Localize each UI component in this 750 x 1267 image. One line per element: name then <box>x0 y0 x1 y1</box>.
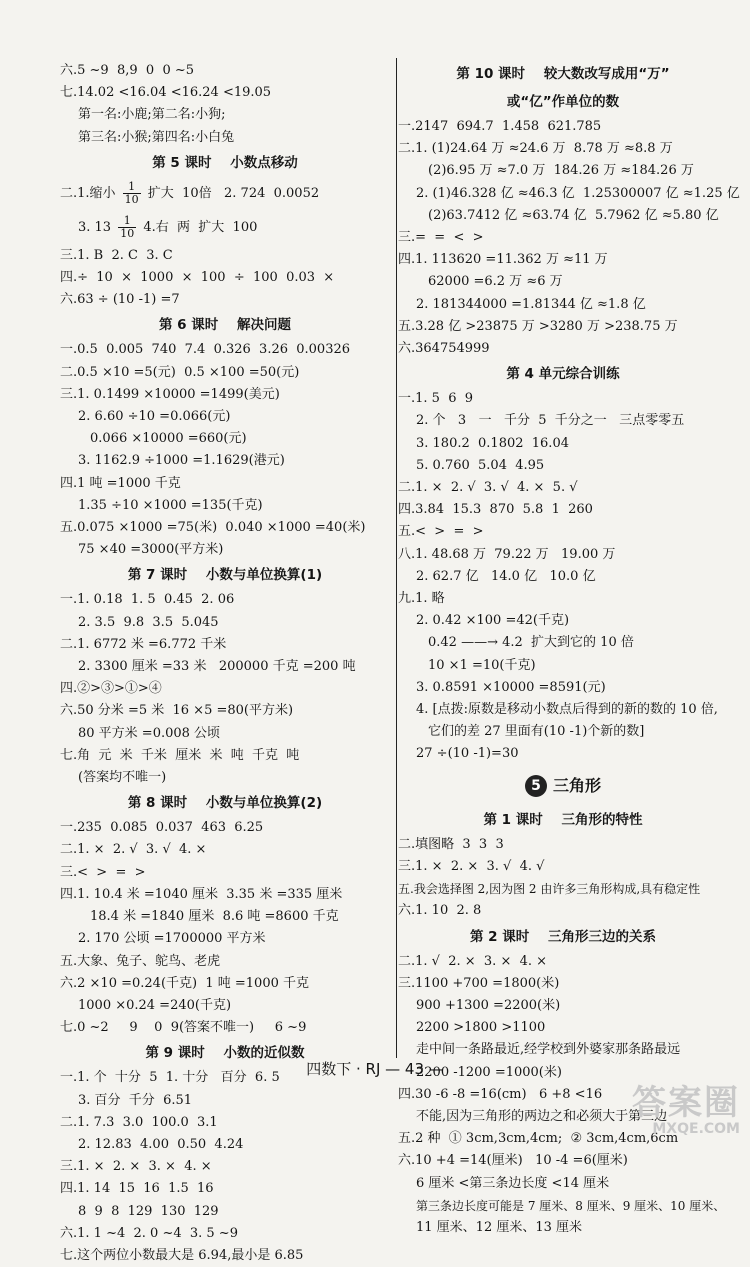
fraction <box>123 181 141 206</box>
answer-line: 一.2147 694.7 1.458 621.785 <box>398 119 602 134</box>
answer-text: 扩大 10倍 2. 724 0.0052 <box>143 185 320 201</box>
answer-line: 四.1. 113620 =11.362 万 ≈11 万 <box>398 252 608 268</box>
answer-line: 三.1. 0.1499 ×10000 =1499(美元) <box>60 386 280 402</box>
answer-line: 3. 百分 千分 6.51 <box>78 1092 193 1108</box>
answer-line: 27 ÷(10 -1)=30 <box>416 746 519 762</box>
answer-line: (2)63.7412 亿 ≈63.74 亿 5.7962 亿 ≈5.80 亿 <box>428 207 719 223</box>
answer-line: 一.1. 个 十分 5 1. 十分 百分 6. 5 <box>60 1070 280 1086</box>
answer-line: (答案均不唯一) <box>78 770 167 786</box>
watermark-text: 答案圈 <box>632 1083 740 1123</box>
answer-line: 1.35 ÷10 ×1000 =135(千克) <box>78 497 263 513</box>
answer-line: 五.我会选择图 2,因为图 2 由许多三角形构成,具有稳定性 <box>398 882 701 897</box>
answer-line: 七.角 元 米 千米 厘米 米 吨 千克 吨 <box>60 747 300 763</box>
answer-line: 62000 =6.2 万 ≈6 万 <box>428 274 563 290</box>
answer-line: 8 9 8 129 130 129 <box>78 1203 219 1219</box>
answer-line: 2. 12.83 4.00 0.50 4.24 <box>78 1136 244 1152</box>
lesson-heading: 第 5 课时 小数点移动 <box>152 154 298 171</box>
answer-line: 四.1 吨 =1000 千克 <box>60 475 181 491</box>
fraction-numerator: 1 <box>118 215 136 228</box>
answer-line: 六.2 ×10 =0.24(千克) 1 吨 =1000 千克 <box>60 975 309 991</box>
answer-line: 五.3.28 亿 >23875 万 >3280 万 >238.75 万 <box>398 318 678 334</box>
answer-line: 第一名:小鹿;第二名:小狗; <box>78 107 226 123</box>
answer-line: 二.1. (1)24.64 万 ≈24.6 万 8.78 万 ≈8.8 万 <box>398 141 673 157</box>
answer-line: 六.10 +4 =14(厘米) 10 -4 =6(厘米) <box>398 1153 628 1169</box>
lesson-heading: 第 9 课时 小数的近似数 <box>145 1045 305 1062</box>
answer-line: 六.1. 1 ~4 2. 0 ~4 3. 5 ~9 <box>60 1225 238 1241</box>
answer-line: 75 ×40 =3000(平方米) <box>78 542 224 558</box>
answer-line: 一.1. 0.18 1. 5 0.45 2. 06 <box>60 592 235 608</box>
answer-line: 不能,因为三角形的两边之和必须大于第三边 <box>416 1108 668 1124</box>
answer-line: 4. [点拨:原数是移动小数点后得到的新的数的 10 倍, <box>416 702 718 718</box>
answer-line: 三.1. × 2. × 3. √ 4. √ <box>398 858 545 874</box>
answer-line: 2200 -1200 =1000(米) <box>416 1064 562 1080</box>
answer-line: 它们的差 27 里面有(10 -1)个新的数] <box>428 724 645 740</box>
answer-line: 三.< > = > <box>60 864 146 880</box>
lesson-heading-continued: 或“亿”作单位的数 <box>506 94 620 110</box>
answer-line: 四.÷ 10 × 1000 × 100 ÷ 100 0.03 × <box>60 270 335 286</box>
lesson-heading: 第 10 课时 较大数改写成用“万” <box>456 66 670 82</box>
answer-line: 五.大象、兔子、鸵鸟、老虎 <box>60 953 221 969</box>
answer-line: 3. 0.8591 ×10000 =8591(元) <box>416 679 606 695</box>
answer-line: 九.1. 略 <box>398 591 445 607</box>
answer-line: 六.364754999 <box>398 341 490 357</box>
answer-line: 0.42 ——→ 4.2 扩大到它的 10 倍 <box>428 635 634 651</box>
answer-line: 五.0.075 ×1000 =75(米) 0.040 ×1000 =40(米) <box>60 520 366 536</box>
unit-title <box>398 768 728 804</box>
lesson-heading: 第 2 课时 三角形三边的关系 <box>469 928 657 945</box>
watermark-url: MXQE.COM <box>652 1121 740 1137</box>
answer-line: 10 ×1 =10(千克) <box>428 657 536 673</box>
answer-line: 四.30 -6 -8 =16(cm) 6 +8 <16 <box>398 1086 603 1102</box>
answer-line: 五.2 种 ① 3cm,3cm,4cm; ② 3cm,4cm,6cm <box>398 1131 679 1147</box>
answer-line: 3. 1162.9 ÷1000 =1.1629(港元) <box>78 453 285 469</box>
answer-line: 2. 181344000 =1.81344 亿 ≈1.8 亿 <box>416 296 646 312</box>
answer-line: 二.1. 6772 米 =6.772 千米 <box>60 636 227 652</box>
answer-line: 七.0 ~2 9 0 9(答案不唯一) 6 ~9 <box>60 1020 307 1036</box>
answer-line: 三.1100 +700 =1800(米) <box>398 975 560 991</box>
answer-line: 2. 170 公顷 =1700000 平方米 <box>78 931 266 947</box>
answer-line: 四.②>③>①>④ <box>60 681 162 697</box>
watermark-logo <box>632 1085 740 1137</box>
answer-line: 2. 62.7 亿 14.0 亿 10.0 亿 <box>416 568 596 584</box>
answer-line: 二.0.5 ×10 =5(元) 0.5 ×100 =50(元) <box>60 364 300 380</box>
answer-line: 一.0.5 0.005 740 7.4 0.326 3.26 0.00326 <box>60 342 351 358</box>
answer-line: 18.4 米 =1840 厘米 8.6 吨 =8600 千克 <box>90 909 339 925</box>
answer-line: 一.1. 5 6 9 <box>398 391 474 407</box>
answer-line: 四.3.84 15.3 870 5.8 1 260 <box>398 502 593 518</box>
answer-line <box>60 177 390 211</box>
answer-line: 二.1. × 2. √ 3. √ 4. × <box>60 842 207 858</box>
answer-line: 六.63 ÷ (10 -1) =7 <box>60 292 180 308</box>
answer-line: 五.< > = > <box>398 524 484 540</box>
answer-line: 1000 ×0.24 =240(千克) <box>78 997 232 1013</box>
answer-line: 3. 180.2 0.1802 16.04 <box>416 435 569 451</box>
answer-line: 6 厘米 <第三条边长度 <14 厘米 <box>416 1175 610 1191</box>
answer-line: 四.1. 14 15 16 1.5 16 <box>60 1181 214 1197</box>
answer-line: 2. 个 3 一 千分 5 千分之一 三点零零五 <box>416 413 685 429</box>
answer-line: (2)6.95 万 ≈7.0 万 184.26 万 ≈184.26 万 <box>428 163 694 179</box>
answer-line: 第三条边长度可能是 7 厘米、8 厘米、9 厘米、10 厘米、 <box>416 1198 726 1213</box>
answer-line: 走中间一条路最近,经学校到外婆家那条路最远 <box>416 1042 681 1058</box>
fraction-denominator: 10 <box>124 192 139 206</box>
answer-line: 三.1. × 2. × 3. × 4. × <box>60 1159 212 1175</box>
answer-line: 六.5 ~9 8,9 0 0 ~5 <box>60 63 195 78</box>
unit-title-text: 三角形 <box>552 775 601 795</box>
answer-line: 2. 3300 厘米 =33 米 200000 千克 =200 吨 <box>78 659 356 675</box>
unit-number-badge: 5 <box>525 775 547 797</box>
answer-line: 2. 3.5 9.8 3.5 5.045 <box>78 614 219 630</box>
answer-line: 第三名:小猴;第四名:小白兔 <box>78 129 235 145</box>
answer-line: 2. 6.60 ÷10 =0.066(元) <box>78 409 231 425</box>
left-column <box>60 60 390 1267</box>
answer-line: 三.= = < > <box>398 230 484 246</box>
answer-line <box>60 211 390 245</box>
answer-text: 4.右 两 扩大 100 <box>139 219 258 235</box>
answer-line: 5. 0.760 5.04 4.95 <box>416 457 545 473</box>
answer-text: 二.1.缩小 <box>60 185 120 201</box>
lesson-heading: 第 7 课时 小数与单位换算(1) <box>127 567 323 584</box>
answer-line: 11 厘米、12 厘米、13 厘米 <box>416 1219 583 1235</box>
answer-text: 3. 13 <box>78 219 116 235</box>
answer-line: 80 平方米 =0.008 公顷 <box>78 725 221 741</box>
answer-line: 二.1. √ 2. × 3. × 4. × <box>398 953 548 969</box>
answer-line: 六.50 分米 =5 米 16 ×5 =80(平方米) <box>60 703 294 719</box>
answer-line: 2. 0.42 ×100 =42(千克) <box>416 613 570 629</box>
lesson-heading: 第 8 课时 小数与单位换算(2) <box>127 795 323 812</box>
answer-line: 六.1. 10 2. 8 <box>398 903 482 919</box>
answer-line: 七.14.02 <16.04 <16.24 <19.05 <box>60 85 272 101</box>
column-divider <box>396 58 397 1058</box>
answer-line: 八.1. 48.68 万 79.22 万 19.00 万 <box>398 546 616 562</box>
lesson-heading: 第 6 课时 解决问题 <box>158 317 292 334</box>
answer-line: 一.235 0.085 0.037 463 6.25 <box>60 820 264 836</box>
answer-line: 2. (1)46.328 亿 ≈46.3 亿 1.25300007 亿 ≈1.25 亿 <box>416 185 740 201</box>
unit-review-heading: 第 4 单元综合训练 <box>506 366 620 383</box>
answer-line: 三.1. B 2. C 3. C <box>60 247 173 263</box>
answer-line: 二.填图略 3 3 3 <box>398 836 504 852</box>
page-footer: 四数下 · RJ — 43 — <box>306 1060 444 1078</box>
answer-line: 900 +1300 =2200(米) <box>416 997 561 1013</box>
answer-line: 二.1. × 2. √ 3. √ 4. × 5. √ <box>398 480 578 496</box>
answer-line: 2200 >1800 >1100 <box>416 1020 546 1036</box>
lesson-heading: 第 1 课时 三角形的特性 <box>483 811 643 828</box>
fraction-denominator: 10 <box>120 226 135 240</box>
answer-line: 0.066 ×10000 =660(元) <box>90 431 247 447</box>
fraction <box>118 215 136 240</box>
answer-line: 七.这个两位小数最大是 6.94,最小是 6.85 <box>60 1247 304 1263</box>
answer-line: 四.1. 10.4 米 =1040 厘米 3.35 米 =335 厘米 <box>60 886 343 902</box>
answer-line: 二.1. 7.3 3.0 100.0 3.1 <box>60 1114 218 1130</box>
fraction-numerator: 1 <box>123 181 141 194</box>
